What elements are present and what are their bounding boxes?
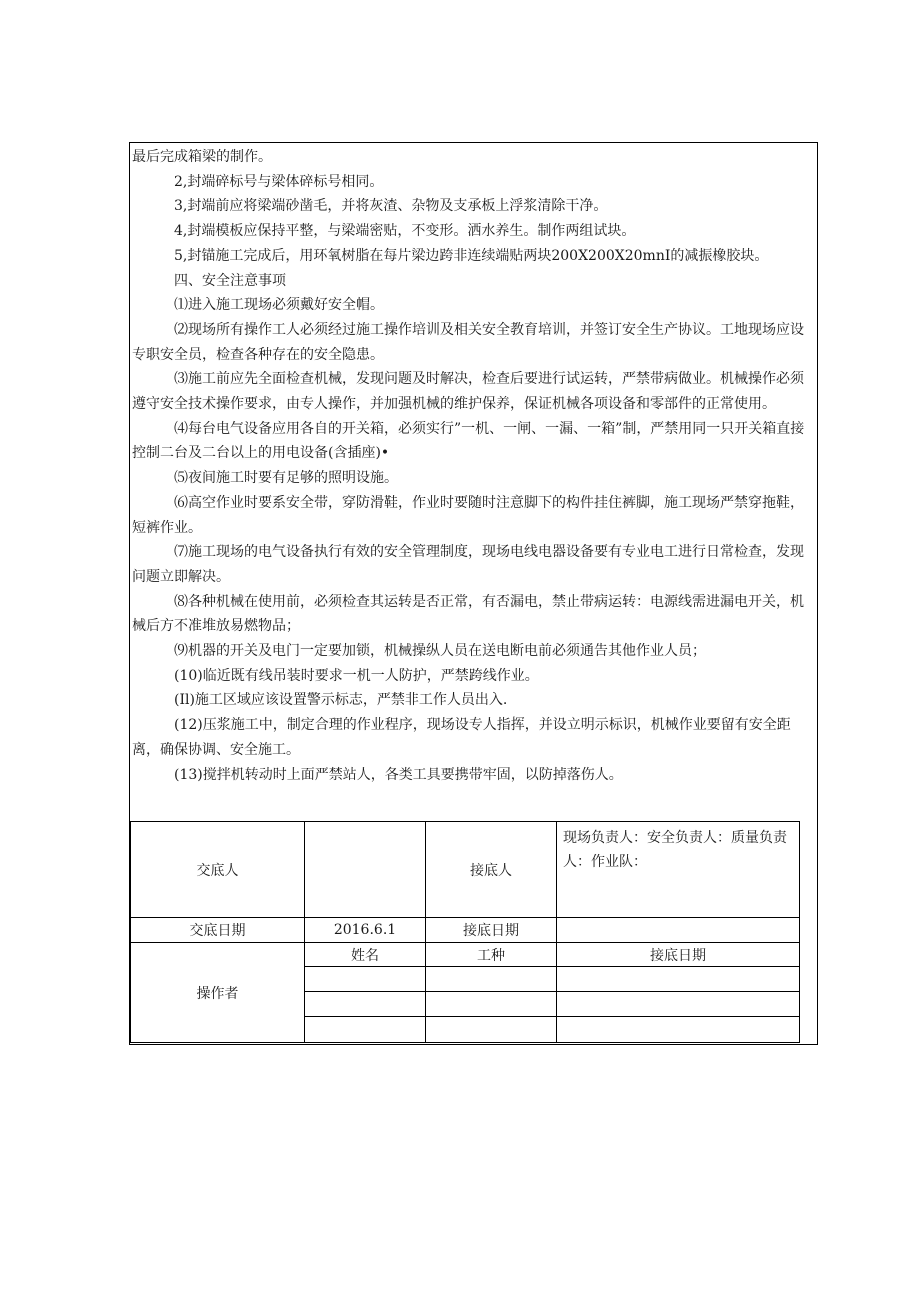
table-row [131,943,800,967]
handover-date-value: 2016.6.1 [305,918,426,943]
operator-date-cell[interactable] [557,992,800,1017]
text-line: ⑵现场所有操作工人必须经过施工操作培训及相关安全教育培训，并签订安全生产协议。工地现场应设专职安全员，检查各种存在的安全隐患。 [132,321,804,363]
section-heading: 四、安全注意事项 [174,272,286,289]
handover-person-cell[interactable] [305,822,426,918]
receive-date-cell[interactable] [557,918,800,943]
operator-trade-cell[interactable] [426,967,557,992]
text-line: 最后完成箱梁的制作。 [132,149,272,165]
col-header-name: 姓名 [305,943,426,967]
text-line: ⑻各种机械在使用前，必须检查其运转是否正常，有否漏电，禁止带病运转：电源线需进漏电开关，机械后方不准堆放易燃物品； [132,593,804,635]
handover-person-label: 交底人 [131,822,305,918]
document-frame [129,142,818,1045]
body-text [130,145,817,787]
text-line: ⑼机器的开关及电门一定要加锁，机械操纵人员在送电断电前必须通告其他作业人员； [174,643,706,660]
operator-trade-cell[interactable] [426,1017,557,1043]
operator-name-cell[interactable] [305,1017,426,1043]
text-line: ⑷每台电气设备应用各自的开关箱，必须实行”一机、一闸、一漏、一箱”制，严禁用同一只开关箱直接控制二台及二台以上的用电设备(含插座)• [132,420,805,462]
handover-date-label: 交底日期 [131,918,305,943]
text-line: 4,封端模板应保持平整，与梁端密贴，不变形。洒水养生。制作两组试块。 [174,223,636,240]
operator-name-cell[interactable] [305,967,426,992]
receiver-label: 接底人 [426,822,557,918]
text-line: (Il)施工区域应该设置警示标志，严禁非工作人员出入. [174,692,508,709]
text-line: ⑹高空作业时要系安全带，穿防滑鞋，作业时要随时注意脚下的构件挂住裤脚，施工现场严禁穿拖鞋，短裤作业。 [132,494,804,536]
operator-trade-cell[interactable] [426,992,557,1017]
responsible-note: 现场负责人：安全负责人：质量负责人：作业队： [557,822,800,918]
text-line: 3,封端前应将梁端砂凿毛，并将灰渣、杂物及支承板上浮浆清除干净。 [174,198,608,215]
text-line: ⑸夜间施工时要有足够的照明设施。 [174,470,398,487]
operator-label: 操作者 [131,943,305,1043]
table-row [131,822,800,918]
text-line: ⑴进入施工现场必须戴好安全帽。 [174,297,384,314]
operator-name-cell[interactable] [305,992,426,1017]
text-line: 2,封端碎标号与梁体碎标号相同。 [174,173,384,190]
text-line: (13)搅拌机转动时上面严禁站人，各类工具要携带牢固，以防掉落伤人。 [174,766,623,783]
text-line: 5,封锚施工完成后，用环氧树脂在每片梁边跨非连续端贴两块200X200X20mnI的减振橡胶块。 [174,247,769,264]
receive-date-label: 接底日期 [426,918,557,943]
text-line: ⑺施工现场的电气设备执行有效的安全管理制度，现场电线电器设备要有专业电工进行日常检查，发现问题立即解决。 [132,544,804,585]
text-line: ⑶施工前应先全面检查机械，发现问题及时解决，检查后要进行试运转，严禁带病做业。机械操作必须遵守安全技术操作要求，由专人操作，并加强机械的维护保养，保证机械各项设备和零部件的正常使用。 [132,371,804,413]
text-line: (12)压浆施工中，制定合理的作业程序，现场设专人指挥，并设立明示标识，机械作业要留有安全距离，确保协调、安全施工。 [132,717,791,758]
operator-date-cell[interactable] [557,1017,800,1043]
signoff-table [130,821,800,1043]
col-header-receive-date: 接底日期 [557,943,800,967]
text-line: (10)临近既有线吊装时要求一机一人防护，严禁跨线作业。 [174,667,539,684]
col-header-trade: 工种 [426,943,557,967]
operator-date-cell[interactable] [557,967,800,992]
table-row [131,918,800,943]
